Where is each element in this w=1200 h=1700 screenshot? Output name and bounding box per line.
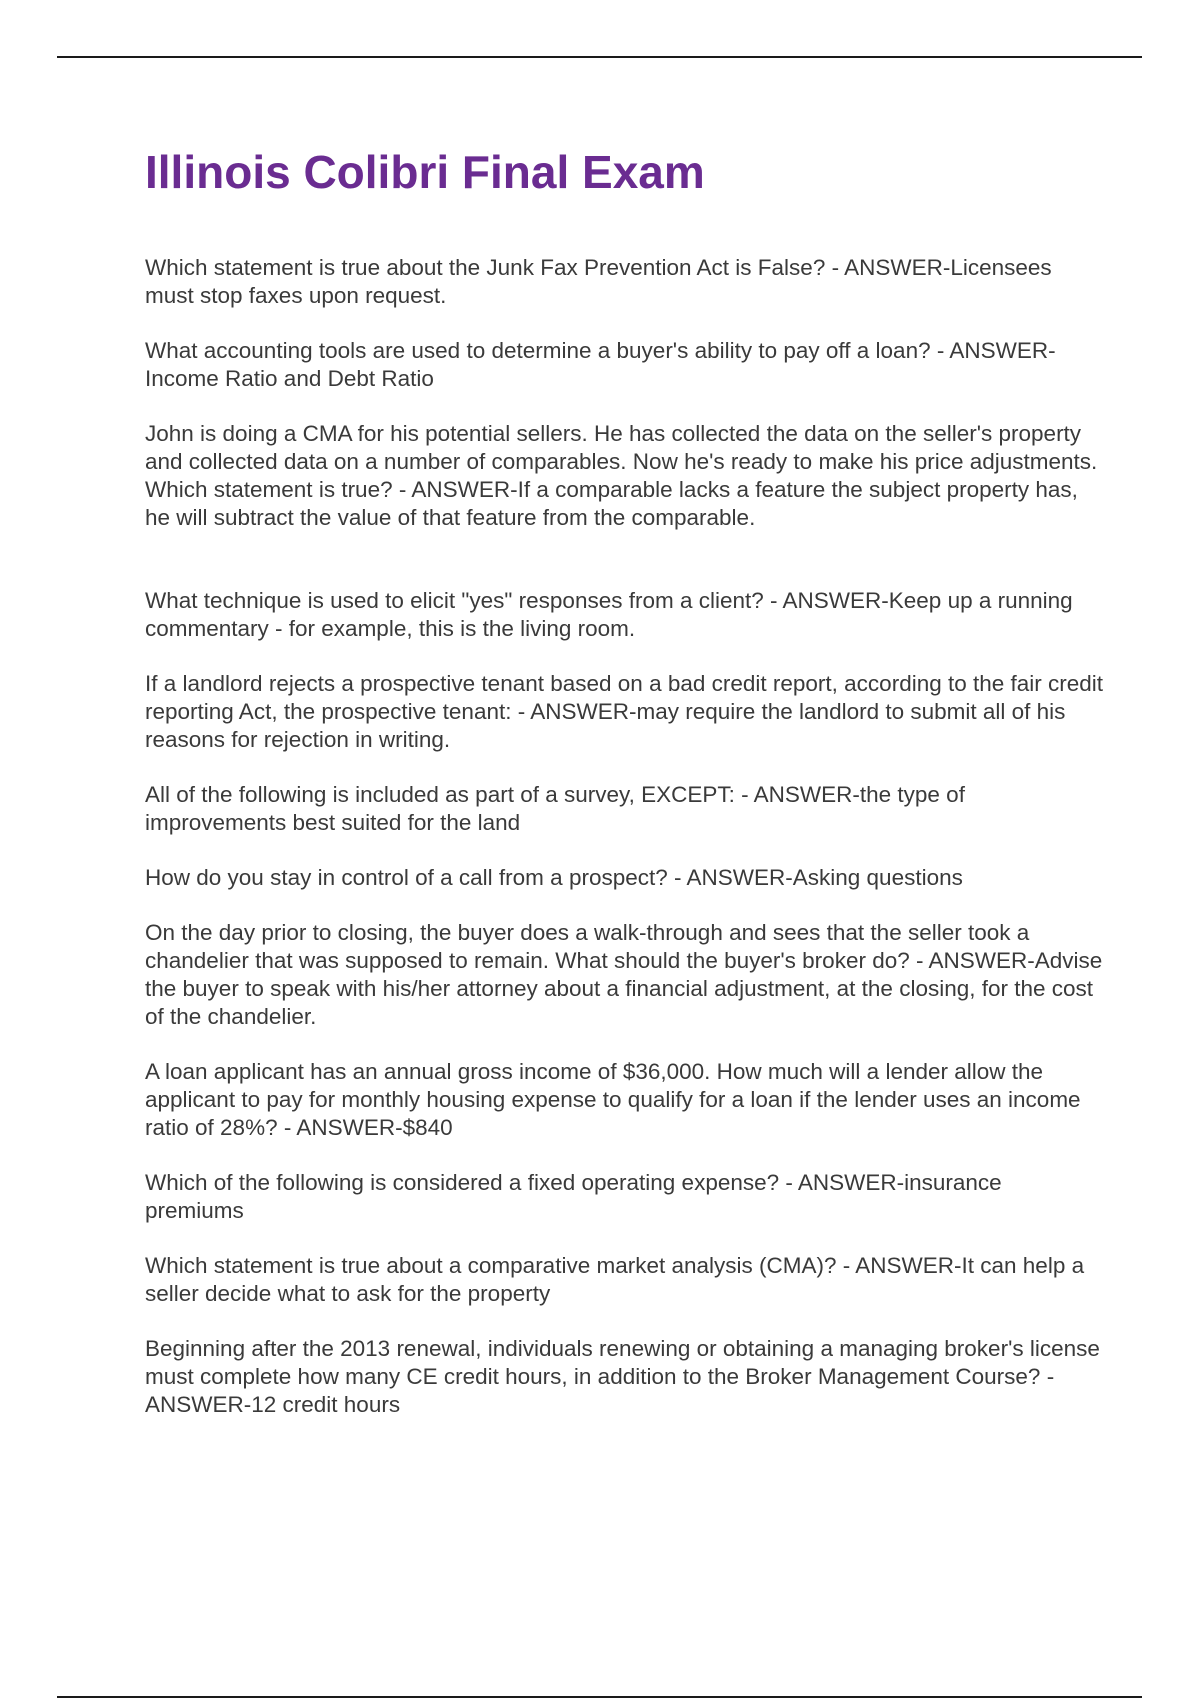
qa-item: A loan applicant has an annual gross income of $36,000. How much will a lender allow the applicant to pay for monthly housing expense to qualify for a loan if the lender uses an income ratio of 28%? - ANSWER-$840 [145,1059,1081,1140]
top-rule [57,56,1142,58]
bottom-rule [57,1696,1142,1698]
qa-item: All of the following is included as part of a survey, EXCEPT: - ANSWER-the type of improvements best suited for the land [145,782,965,835]
document-body [145,142,1105,1446]
qa-item: John is doing a CMA for his potential sellers. He has collected the data on the seller's property and collected data on a number of comparables. Now he's ready to make his price adjustments. Which statement is true? - ANSWER-If a comparable lacks a feature the subject property has, he will subtract the value of that feature from the comparable. [145,421,1098,530]
qa-item: Which statement is true about a comparative market analysis (CMA)? - ANSWER-It can help a seller decide what to ask for the property [145,1253,1085,1306]
qa-item: Which of the following is considered a fixed operating expense? - ANSWER-insurance premiums [145,1170,1002,1223]
document-title: Illinois Colibri Final Exam [145,146,705,198]
qa-item: Which statement is true about the Junk Fax Prevention Act is False? - ANSWER-Licensees must stop faxes upon request. [145,255,1052,308]
qa-list [145,254,1105,1419]
qa-item: Beginning after the 2013 renewal, individuals renewing or obtaining a managing broker's license must complete how many CE credit hours, in addition to the Broker Management Course? - ANSWER-12 credit hours [145,1336,1100,1417]
qa-item: What technique is used to elicit "yes" responses from a client? - ANSWER-Keep up a running commentary - for example, this is the living room. [145,588,1073,641]
qa-item: If a landlord rejects a prospective tenant based on a bad credit report, according to the fair credit reporting Act, the prospective tenant: - ANSWER-may require the landlord to submit all of his reasons for rejection in writing. [145,671,1104,752]
qa-item: What accounting tools are used to determine a buyer's ability to pay off a loan? - ANSWER-Income Ratio and Debt Ratio [145,338,1056,391]
qa-item: How do you stay in control of a call from a prospect? - ANSWER-Asking questions [145,865,963,890]
qa-item: On the day prior to closing, the buyer does a walk-through and sees that the seller took a chandelier that was supposed to remain. What should the buyer's broker do? - ANSWER-Advise the buyer to speak with his/her attorney about a financial adjustment, at the closing, for the cost of the chandelier. [145,920,1103,1029]
